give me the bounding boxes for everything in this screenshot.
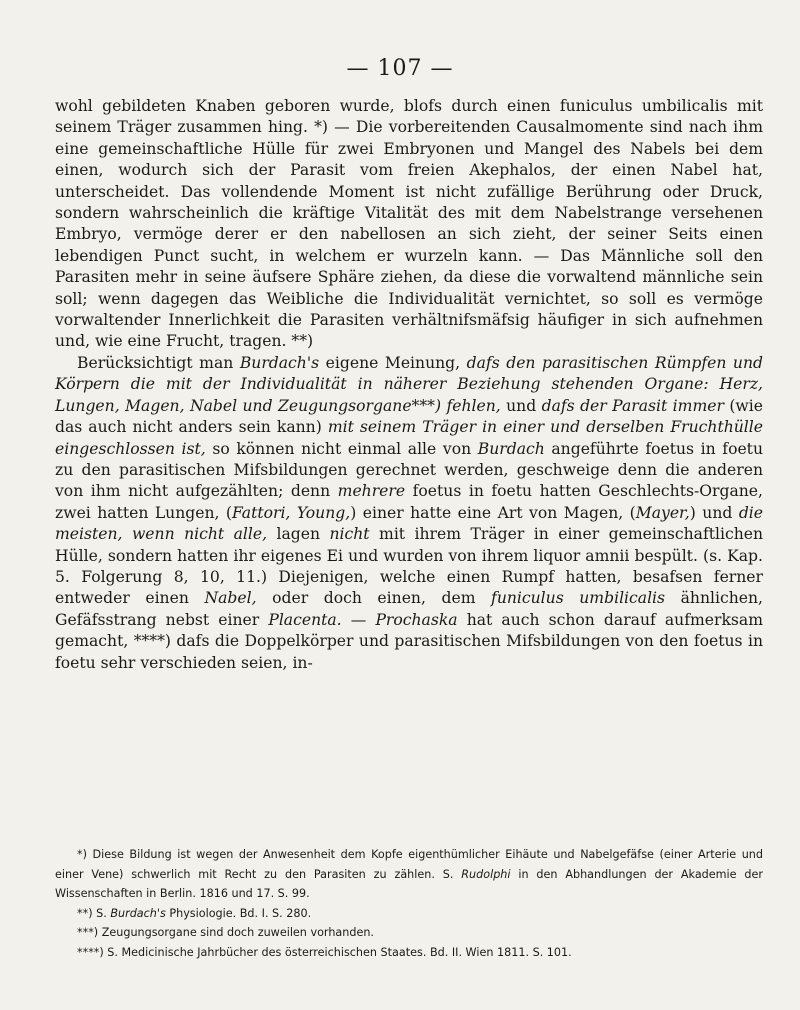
author-name: Burdach [477, 439, 545, 458]
page-number: — 107 — [346, 56, 454, 81]
italic-run: dafs der Parasit immer [541, 396, 724, 415]
footnote-3: ***) Zeugungsorgane sind doch zuweilen vorhanden. [77, 926, 374, 939]
text-run: angeführte foetus in foetu zu den parasitischen Mifsbildungen gerechnet werden, geschweige denn die anderen von ihm nicht aufgezählten; denn [55, 439, 763, 501]
text-run: so können nicht einmal alle von [205, 439, 478, 458]
author-name: Rudolphi [461, 867, 511, 881]
text-run: ähnlichen, Gefäfsstrang nebst einer [55, 589, 763, 629]
author-name: Mayer, [635, 503, 690, 522]
author-name: Burdach's [110, 906, 166, 920]
footnote-text: Physiologie. Bd. I. S. 280. [165, 906, 312, 920]
italic-run: mit seinem Träger in einer und derselben Fruchthülle eingeschlossen ist, [55, 418, 764, 458]
italic-run: die meisten, wenn nicht alle, [55, 503, 764, 544]
text-run: — [341, 610, 376, 629]
text-run: eigene Meinung, [319, 353, 467, 372]
footnote-4: ****) S. Medicinische Jahrbücher des österreichischen Staates. Bd. II. Wien 1811. S. 101. [77, 945, 572, 959]
text-run: foetus in foetu hatten Geschlechts-Organe, zwei hatten Lungen, ( [55, 482, 763, 522]
text-run: und [500, 396, 542, 415]
footnote-text: **) S. [77, 906, 111, 920]
italic-run: nicht [329, 525, 370, 544]
italic-run: mehrere [337, 482, 406, 501]
paragraph-1: wohl gebildeten Knaben geboren wurde, blofs durch einen funiculus umbilicalis mit seinem Träger zusammen hing. *) — Die vorbereitenden Causalmomente sind nach ihm eine gemeinschaftliche Hülle für zwei Embryonen und Mangel des Nabels bei dem einen, wodurch sich der Parasit vom freien Akephalos, der einen Nabel hat, unterscheidet. Das vollendende Moment ist nicht zufällige Berührung oder Druck, sondern wahrscheinlich die kräftige Vitalität des mit dem Nabelstrange versehenen Embryo, vermöge derer er den nabellosen an sich zieht, der seiner Seits einen lebendigen Punct sucht, in welchem er wurzeln kann. — Das Männliche soll den Parasiten mehr in seine äufsere Sphäre ziehen, da diese die vorwaltend männliche sein soll; wenn dagegen das Weibliche die Individualität vernichtet, so soll es vermöge vorwaltender Innerlichkeit die Parasiten verhältnifsmäfsig häufiger in sich aufnehmen und, wie eine Frucht, tragen. **) [55, 97, 763, 351]
text-run: ) einer hatte eine Art von Magen, ( [350, 503, 636, 522]
text-run: lagen [267, 525, 330, 544]
author-name: Prochaska [375, 610, 458, 629]
italic-run: funiculus umbilicalis [491, 589, 666, 608]
text-run: Berücksichtigt man [77, 353, 240, 372]
author-name: Burdach's [239, 353, 320, 372]
italic-run: Nabel, [204, 589, 257, 608]
footnote-text: *) Diese Bildung ist wegen der Anwesenheit dem Kopfe eigenthümlicher Eihäute und Nabelgefäfse (einer Arterie und einer Vene) schwerlich mit Recht zu den Parasiten zu zählen. S. [55, 848, 763, 881]
paragraph-2 [55, 353, 763, 674]
main-text [55, 96, 763, 674]
italic-run: dafs den parasitischen Rümpfen und Körpern die mit der Individualität in näherer Beziehung stehenden Organe: Herz, Lungen, Magen, Nabel und Zeugungsorgane***) fehlen, [55, 353, 764, 415]
text-run: hat auch schon darauf aufmerksam gemacht, ****) dafs die Doppelkörper und parasitischen Mifsbildungen von den foetus in foetu sehr verschieden seien, in- [55, 610, 763, 672]
text-run: (wie das auch nicht anders sein kann) [55, 396, 763, 437]
footnote-2 [55, 904, 763, 924]
footnote-1 [55, 845, 763, 904]
text-run: ) und [689, 503, 739, 522]
text-run: mit ihrem Träger in einer gemeinschaftlichen Hülle, sondern hatten ihr eigenes Ei und wurden von ihrem liquor amnii bespült. (s. Kap. 5. Folgerung 8, 10, 11.) Diejenigen, welche einen Rumpf hatten, besafsen ferner entweder einen [55, 525, 764, 608]
footnotes [55, 845, 763, 962]
italic-run: Placenta. [268, 610, 342, 629]
author-name: Fattori, Young, [232, 503, 351, 522]
footnote-text: in den Abhandlungen der Akademie der Wissenschaften in Berlin. 1816 und 17. S. 99. [55, 867, 763, 900]
text-run: oder doch einen, dem [256, 589, 492, 608]
